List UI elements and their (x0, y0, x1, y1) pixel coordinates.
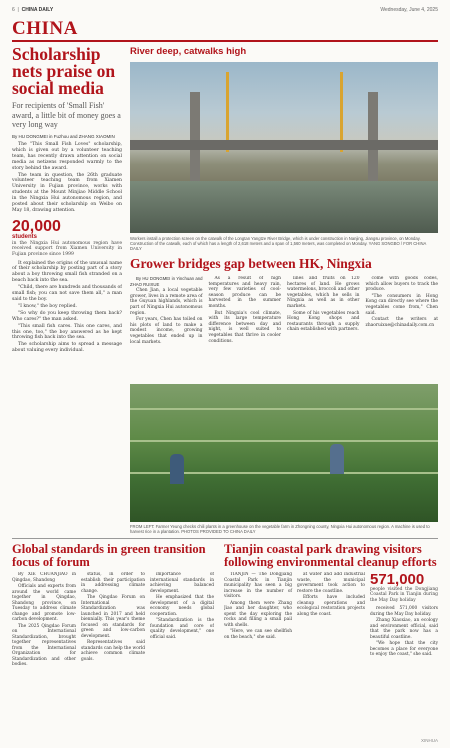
paragraph: lines and fruits on 120 hectares of land. He grows watermelons, broccoli and other vegetables, which he sells in Ningxia as well as in other markets. (287, 276, 360, 309)
column (81, 572, 145, 748)
paragraph: importance of international standards in achieving balanced development. (150, 572, 214, 594)
footer-credit: XINHUA (420, 738, 438, 743)
column (297, 572, 365, 748)
left-story-body (12, 142, 122, 354)
column (366, 276, 439, 382)
paragraph: come with goods codes, which allow buyers to track the produce. (365, 276, 438, 293)
paragraph: Some of his vegetables reach Hong Kong shops and restaurants through a supply chain established with partners. (287, 310, 360, 333)
paragraph: "This small fish cares. This one cares, and this one, too," the boy answered as he kept throwing fish back into the sea. (12, 323, 122, 341)
byline: By XIE CHUANJIAO in Qingdao, Shandong (12, 572, 76, 583)
vine-rack (130, 440, 438, 442)
bottom-left-body (12, 572, 214, 748)
page-header (12, 4, 438, 16)
paragraph: He emphasized that the development of a digital economy needs global cooperation. (150, 595, 214, 617)
left-story-headline[interactable]: Scholarship nets praise on social media (12, 46, 116, 98)
paragraph: For years, Chen has toiled on his plots of land to make a modest income, growing vegetables that ended up in local markets. (130, 317, 203, 345)
bottom-left-story (12, 543, 214, 748)
paragraph: "I know," the boy replied. (18, 303, 77, 309)
paragraph: Representatives said standards can help the world achieve common climate goals. (81, 640, 145, 662)
paragraph: at water and add industrial waste, the municipal government took action to restore the coastline. (297, 572, 365, 594)
paragraph: Among them were Zhang Jiao and her daughter, who spent the day exploring the rocks and filling a small pail with shells. (224, 600, 292, 628)
paragraph: received 571,000 visitors during the May Day holiday. (370, 606, 438, 617)
stat-description: people visited the Dongjiang Coastal Park in Tianjin during the May Day holiday (370, 587, 438, 603)
stat-label: students (12, 233, 38, 240)
bridge-photo (130, 62, 438, 233)
stat-number: 20,000 (12, 217, 61, 235)
bottom-right-body (224, 572, 438, 748)
paragraph: "Here, we can see shellfish on the beach," she said. (224, 629, 292, 640)
divider (12, 538, 438, 539)
paragraph: "Standardization is the foundation and core of quality development," one official said. (150, 618, 214, 640)
paragraph: As a result of high temperatures and heavy rain, very few varieties of cool-season produce can be harvested in the summer months. (208, 276, 281, 309)
farm-photo (130, 384, 438, 522)
page-meta: 6 | CHINA DAILY (12, 7, 54, 13)
paragraph: Zhang Xiaoxiao, an ecology and environment official, said that the park now has a beautiful coastline. (370, 618, 438, 640)
paragraph: Chen Jian, a local vegetable grower, lives in a remote area of the Guyuan highlands, which is part of Ningxia Hui autonomous region. (130, 288, 203, 316)
section-title: CHINA (12, 18, 78, 39)
brand-name: CHINA DAILY (21, 7, 54, 13)
bridge-catwalk (130, 140, 438, 150)
paragraph: "The consumers in Hong Kong can directly see where the vegetables come from," Chen said. (365, 293, 438, 316)
bottom-right-story (224, 543, 438, 748)
column (370, 572, 438, 748)
farmer-figure (170, 454, 184, 484)
column (224, 572, 292, 748)
paragraph: The "This Small Fish Loves" scholarship, which is given out by a volunteer teaching team, has recently drawn attention on social media as netizens responded warmly to the story behind the award. (12, 142, 122, 171)
stat-description: in the Ningxia Hui autonomous region have received support from Xiamen University in Fujian province since 1999 (12, 240, 122, 257)
paragraph: status, in order to establish their participation in addressing climate change. (81, 572, 145, 594)
paragraph: The team in question, the 26th graduate volunteer teaching team from Xiamen University in Fujian province, works with students at the Mount Minjiao Middle School in the Ningxia Hui autonomous region, and posted about their scholarship on Weibo on May 18, drawing attention. (12, 172, 122, 213)
photo-kicker: River deep, catwalks high (130, 46, 247, 57)
column (150, 572, 214, 748)
paragraph: It explained the origins of the unusual name of their scholarship by posting part of a story about a boy throwing small fish stranded on a beach back into the sea. (12, 260, 122, 284)
column (130, 276, 203, 382)
column (209, 276, 282, 382)
vine-rack (130, 408, 438, 410)
stat-box (370, 572, 438, 603)
river-water (130, 181, 438, 233)
paragraph: "We hope that the city becomes a place for everyone to enjoy the coast," she said. (370, 641, 438, 658)
farmer-figure (330, 444, 344, 474)
column (12, 572, 76, 748)
paragraph: Contact the writers at zhaoruixue@chinadaily.com.cn (365, 317, 438, 328)
paragraph: TIANJIN — The Dongjiang Coastal Park in Tianjin municipality has seen a big increase in the number of visitors. (224, 572, 292, 599)
photo-caption: Workers install a protection screen on the catwalk of the Longtan Yangtze River Bridge, which is under construction in Nanjing, Jiangsu province, on Monday. Construction of the catwalk, each of which has a length of 2,618 meters and a span of 1,560 meters, was completed on Monday. YANG SONGBO / FOR CHINA DAILY (130, 236, 427, 252)
column (287, 276, 360, 382)
paragraph: "So why do you keep throwing them back? Who cares?" the man asked. (12, 310, 122, 322)
issue-date: Wednesday, June 4, 2025 (380, 7, 438, 13)
left-story (12, 46, 122, 444)
paragraph: But Ningxia's cool climate, with its large temperature difference between day and night, is well suited to vegetables that thrive in cooler conditions. (208, 310, 281, 344)
mid-story-body (130, 276, 438, 382)
section-divider (12, 40, 438, 42)
paragraph: "Child, there are hundreds and thousands of small fish; you can not save them all," a man said to the boy. (12, 285, 122, 302)
left-story-dek: For recipients of 'Small Fish' award, a little bit of money goes a very long way (12, 101, 121, 129)
bottom-left-headline[interactable]: Global standards in green transition focus of forum (12, 542, 206, 569)
paragraph: The scholarship aims to spread a message about valuing every individual. (12, 342, 122, 354)
page-number: 6 (12, 7, 15, 13)
paragraph: The Qingdao Forum on International Standardization was launched in 2017 and held biennially. This year's theme focused on standards for green and low-carbon development. (81, 595, 145, 639)
paragraph: Efforts have included cleanup operations and ecological restoration projects along the coast. (297, 595, 365, 617)
farm-photo-caption: FROM LEFT: Farmer Yeung checks chili plants in a greenhouse on the vegetable farm in Zhongning county, Ningxia Hui autonomous region. A machine is used to harvest rice in a plantation. PHOTOS PROVIDED TO CHINA DAILY (130, 524, 430, 535)
paragraph: The 2025 Qingdao Forum on International Standardization, brought together representatives from the International Organization for Standardization and other bodies. (12, 623, 76, 667)
left-story-byline: By HU DONGMEI in Fuzhou and ZHANG XIAOMIN (12, 133, 115, 139)
stat-number: 571,000 (370, 572, 425, 588)
mid-story-byline: By HU DONGMEI in Yinchuan and ZHAO RUIXUE (130, 276, 203, 287)
stat-box (12, 219, 122, 258)
paragraph: Officials and experts from around the world came together in Qingdao, Shandong province, on Tuesday to address climate change and promote low-carbon development. (12, 584, 76, 622)
mid-story-headline[interactable]: Grower bridges gap between HK, Ningxia (130, 256, 372, 271)
bottom-right-headline[interactable]: Tianjin coastal park drawing visitors following environmental cleanup efforts (224, 542, 437, 569)
